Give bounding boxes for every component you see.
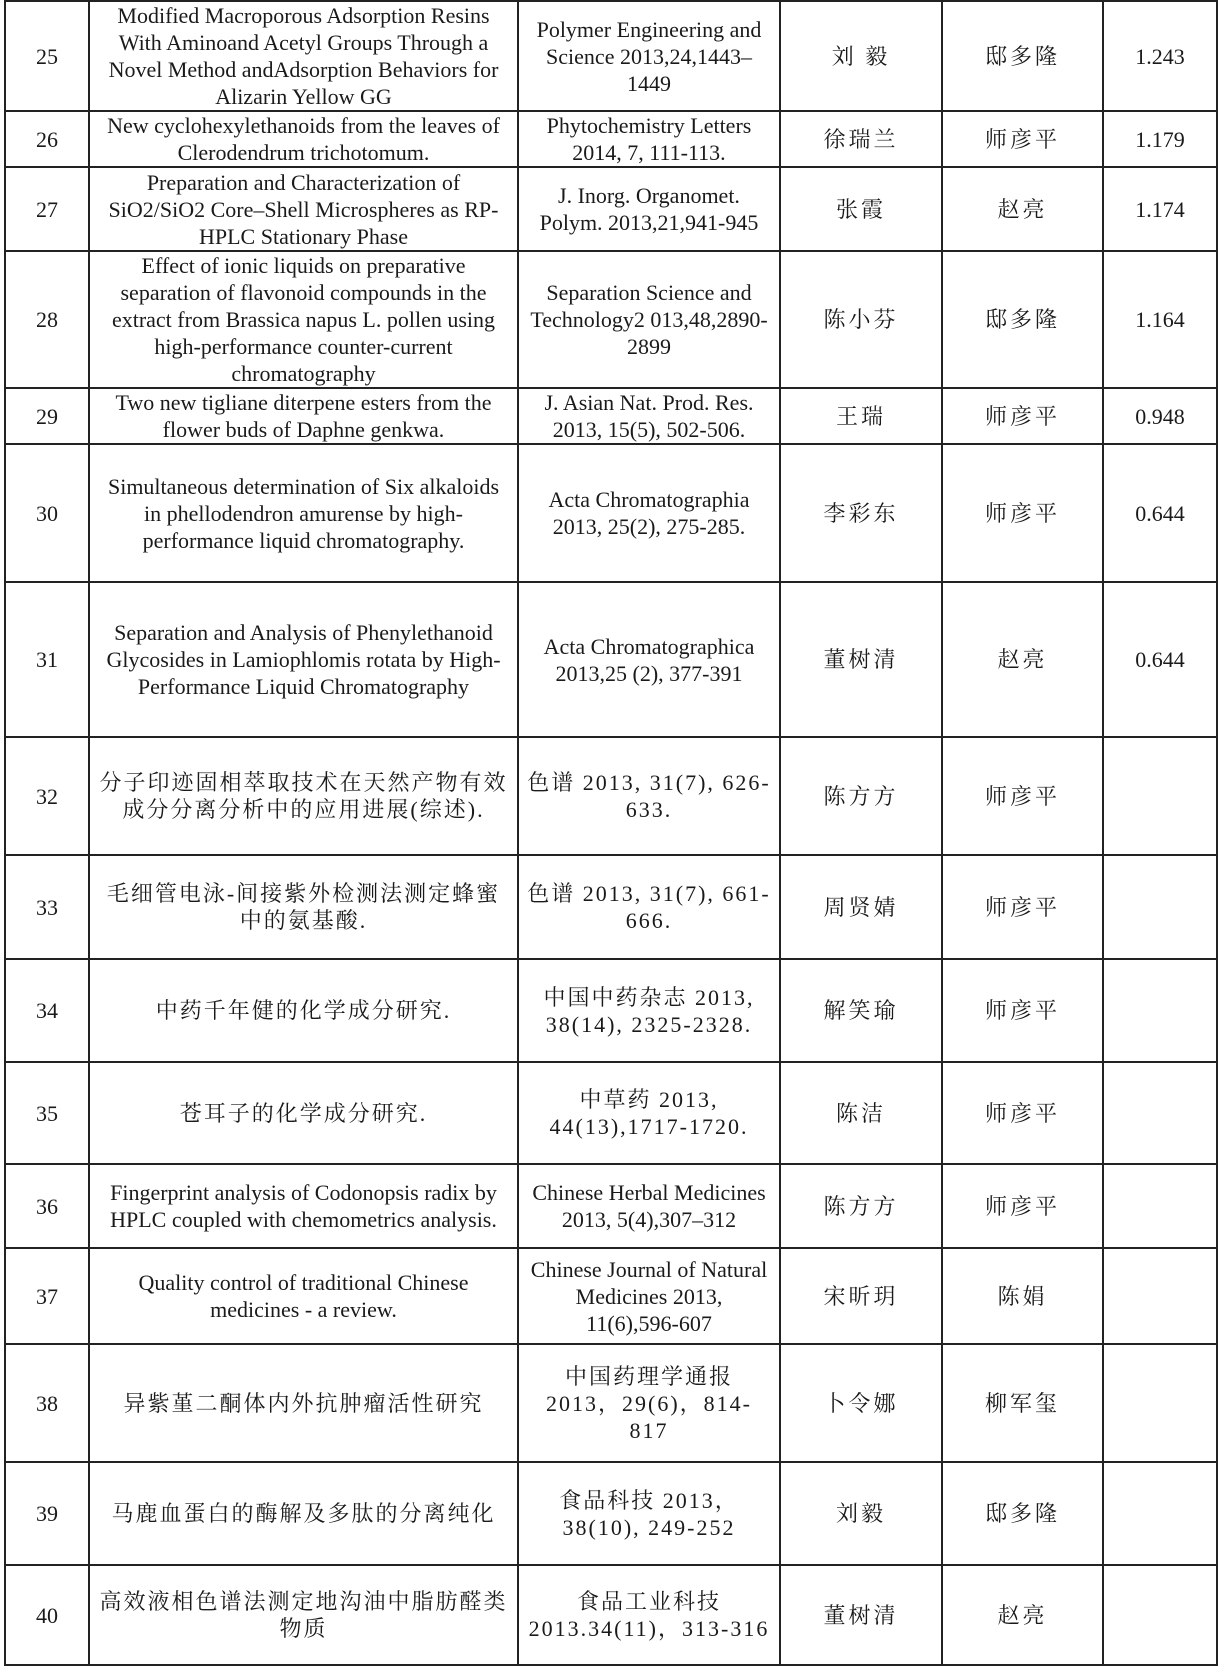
author-name: 董树清 [780,582,942,737]
row-number: 36 [5,1164,89,1248]
advisor-name: 邸多隆 [942,1462,1103,1565]
journal-citation: Chinese Journal of Natural Medicines 2013, 11(6),596-607 [518,1248,780,1344]
paper-title: Simultaneous determination of Six alkaloids in phellodendron amurense by high-performance liquid chromatography. [89,444,518,582]
author-name: 徐瑞兰 [780,111,942,167]
row-number: 28 [5,251,89,388]
journal-citation: 中国中药杂志 2013, 38(14), 2325-2328. [518,959,780,1062]
impact-factor [1103,1565,1217,1665]
journal-citation: J. Asian Nat. Prod. Res. 2013, 15(5), 502-506. [518,388,780,444]
impact-factor [1103,959,1217,1062]
table-row [5,1462,1217,1565]
table-row [5,582,1217,737]
impact-factor: 0.644 [1103,444,1217,582]
table-row [5,167,1217,251]
table-row [5,444,1217,582]
advisor-name: 师彦平 [942,1062,1103,1164]
row-number: 35 [5,1062,89,1164]
journal-citation: Polymer Engineering and Science 2013,24,1443–1449 [518,1,780,111]
paper-title: 分子印迹固相萃取技术在天然产物有效成分分离分析中的应用进展(综述). [89,737,518,855]
table-row [5,1,1217,111]
table-row [5,1248,1217,1344]
journal-citation: 中草药 2013, 44(13),1717-1720. [518,1062,780,1164]
impact-factor [1103,1062,1217,1164]
journal-citation: Acta Chromatographia 2013, 25(2), 275-285. [518,444,780,582]
paper-title: Fingerprint analysis of Codonopsis radix by HPLC coupled with chemometrics analysis. [89,1164,518,1248]
row-number: 30 [5,444,89,582]
table-row [5,1164,1217,1248]
advisor-name: 师彦平 [942,855,1103,959]
table-row [5,388,1217,444]
paper-title: Modified Macroporous Adsorption Resins With Aminoand Acetyl Groups Through a Novel Method andAdsorption Behaviors for Alizarin Yellow GG [89,1,518,111]
journal-citation: Chinese Herbal Medicines 2013, 5(4),307–312 [518,1164,780,1248]
paper-title: 苍耳子的化学成分研究. [89,1062,518,1164]
row-number: 33 [5,855,89,959]
row-number: 34 [5,959,89,1062]
paper-title: 中药千年健的化学成分研究. [89,959,518,1062]
journal-citation: 中国药理学通报 2013，29(6)，814-817 [518,1344,780,1462]
table-row [5,737,1217,855]
author-name: 王瑞 [780,388,942,444]
table-row [5,1344,1217,1462]
advisor-name: 邸多隆 [942,251,1103,388]
advisor-name: 赵亮 [942,1565,1103,1665]
publication-list [4,0,1216,1666]
journal-citation: 食品科技 2013，38(10), 249-252 [518,1462,780,1565]
paper-title: Separation and Analysis of Phenylethanoid Glycosides in Lamiophlomis rotata by High-Performance Liquid Chromatography [89,582,518,737]
author-name: 卜令娜 [780,1344,942,1462]
author-name: 周贤婧 [780,855,942,959]
publication-table [4,0,1218,1666]
author-name: 董树清 [780,1565,942,1665]
journal-citation: J. Inorg. Organomet. Polym. 2013,21,941-945 [518,167,780,251]
paper-title: New cyclohexylethanoids from the leaves of Clerodendrum trichotomum. [89,111,518,167]
paper-title: 毛细管电泳-间接紫外检测法测定蜂蜜中的氨基酸. [89,855,518,959]
table-row [5,855,1217,959]
row-number: 25 [5,1,89,111]
advisor-name: 邸多隆 [942,1,1103,111]
paper-title: 高效液相色谱法测定地沟油中脂肪醛类物质 [89,1565,518,1665]
journal-citation: 色谱 2013, 31(7), 661-666. [518,855,780,959]
table-row [5,959,1217,1062]
table-row [5,1062,1217,1164]
impact-factor [1103,1248,1217,1344]
advisor-name: 赵亮 [942,582,1103,737]
advisor-name: 柳军玺 [942,1344,1103,1462]
advisor-name: 陈娟 [942,1248,1103,1344]
author-name: 解笑瑜 [780,959,942,1062]
table-row [5,251,1217,388]
author-name: 李彩东 [780,444,942,582]
paper-title: Preparation and Characterization of SiO2/SiO2 Core–Shell Microspheres as RP-HPLC Stationary Phase [89,167,518,251]
impact-factor: 0.644 [1103,582,1217,737]
row-number: 39 [5,1462,89,1565]
row-number: 38 [5,1344,89,1462]
advisor-name: 师彦平 [942,111,1103,167]
row-number: 27 [5,167,89,251]
advisor-name: 赵亮 [942,167,1103,251]
impact-factor [1103,1462,1217,1565]
paper-title: Two new tigliane diterpene esters from the flower buds of Daphne genkwa. [89,388,518,444]
impact-factor: 1.179 [1103,111,1217,167]
row-number: 37 [5,1248,89,1344]
author-name: 宋昕玥 [780,1248,942,1344]
table-row [5,1565,1217,1665]
journal-citation: 色谱 2013, 31(7), 626-633. [518,737,780,855]
row-number: 31 [5,582,89,737]
author-name: 陈方方 [780,1164,942,1248]
impact-factor [1103,1344,1217,1462]
advisor-name: 师彦平 [942,737,1103,855]
author-name: 张霞 [780,167,942,251]
impact-factor: 1.174 [1103,167,1217,251]
paper-title: Effect of ionic liquids on preparative separation of flavonoid compounds in the extract from Brassica napus L. pollen using high-performance counter-current chromatography [89,251,518,388]
row-number: 32 [5,737,89,855]
impact-factor: 1.243 [1103,1,1217,111]
advisor-name: 师彦平 [942,444,1103,582]
table-row [5,111,1217,167]
journal-citation: Separation Science and Technology2 013,48,2890-2899 [518,251,780,388]
author-name: 陈方方 [780,737,942,855]
paper-title: Quality control of traditional Chinese medicines - a review. [89,1248,518,1344]
row-number: 29 [5,388,89,444]
advisor-name: 师彦平 [942,959,1103,1062]
impact-factor [1103,737,1217,855]
impact-factor: 0.948 [1103,388,1217,444]
author-name: 刘毅 [780,1462,942,1565]
impact-factor [1103,855,1217,959]
journal-citation: Phytochemistry Letters 2014, 7, 111-113. [518,111,780,167]
author-name: 陈小芬 [780,251,942,388]
advisor-name: 师彦平 [942,1164,1103,1248]
author-name: 陈洁 [780,1062,942,1164]
journal-citation: Acta Chromatographica 2013,25 (2), 377-391 [518,582,780,737]
paper-title: 马鹿血蛋白的酶解及多肽的分离纯化 [89,1462,518,1565]
row-number: 26 [5,111,89,167]
row-number: 40 [5,1565,89,1665]
paper-title: 异紫堇二酮体内外抗肿瘤活性研究 [89,1344,518,1462]
journal-citation: 食品工业科技 2013.34(11)，313-316 [518,1565,780,1665]
impact-factor [1103,1164,1217,1248]
author-name: 刘 毅 [780,1,942,111]
advisor-name: 师彦平 [942,388,1103,444]
impact-factor: 1.164 [1103,251,1217,388]
